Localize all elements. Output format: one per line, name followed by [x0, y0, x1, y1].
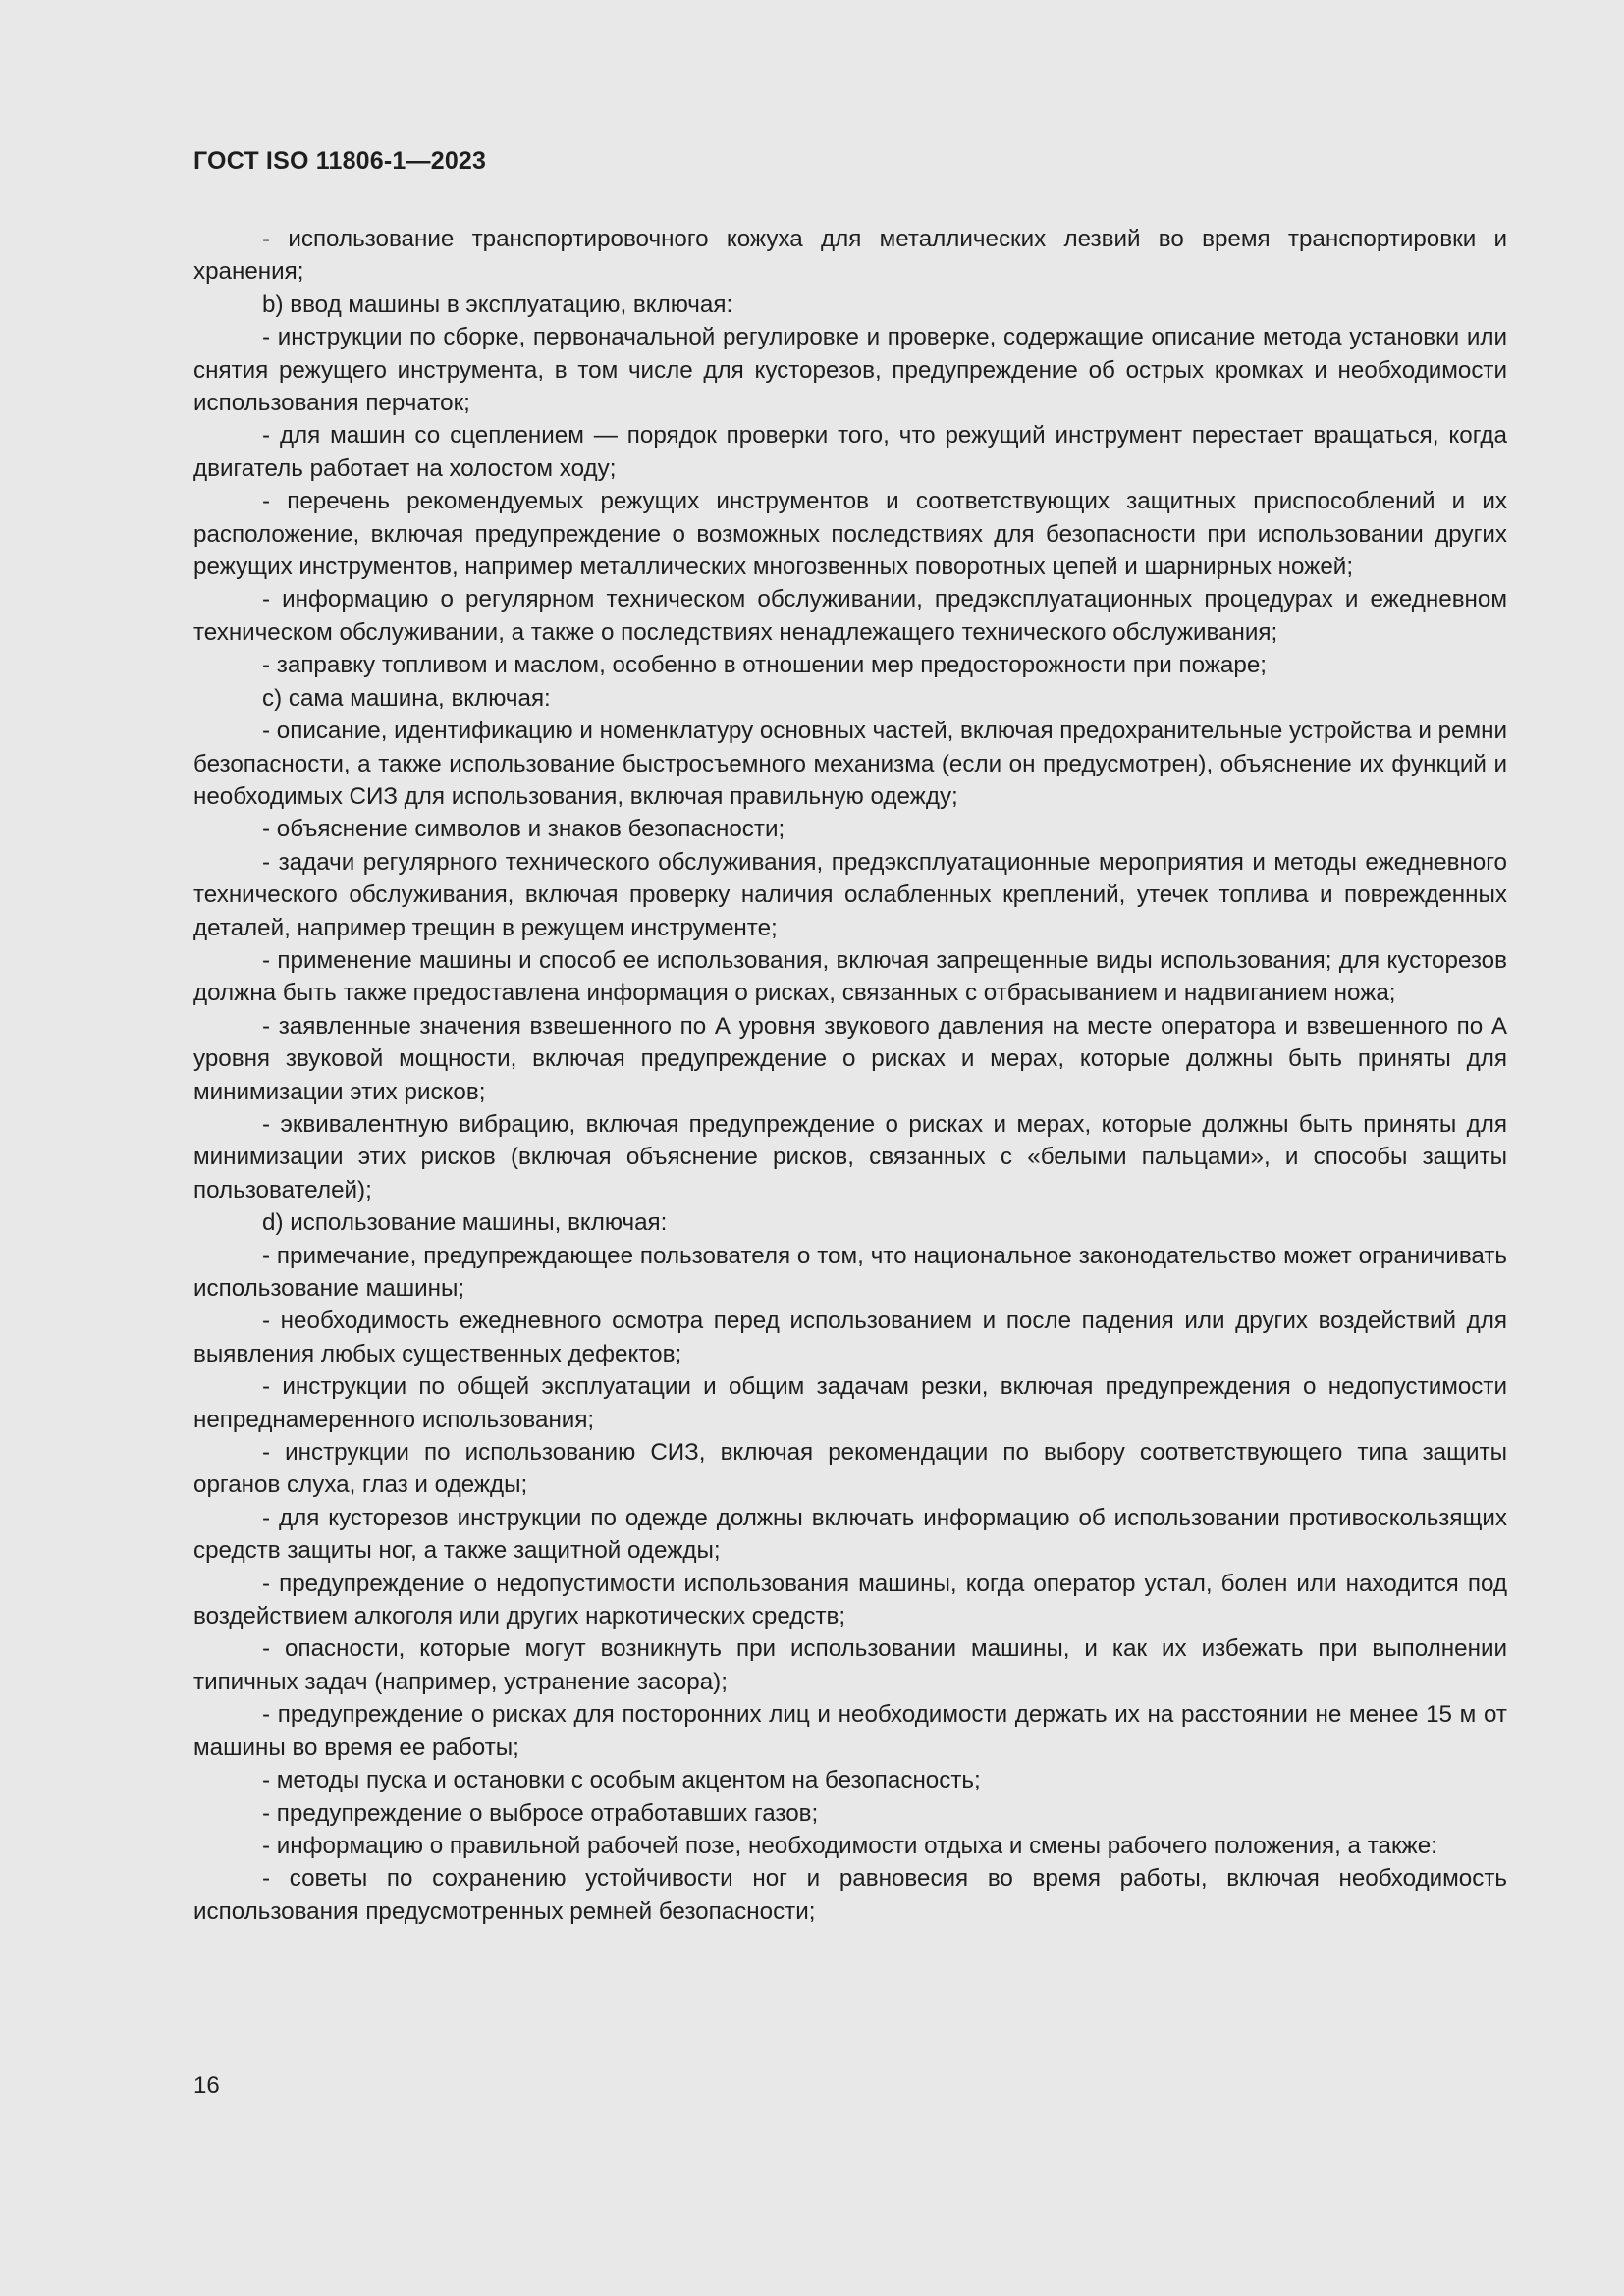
list-item: - использование транспортировочного кожуха для металлических лезвий во время транспортировки и хранения;: [193, 226, 1507, 286]
list-item: - задачи регулярного технического обслуживания, предэксплуатационные мероприятия и методы ежедневного технического обслуживания, включая проверку наличия ослабленных креплений, утечек топлива и поврежденных деталей, например трещин в режущем инструменте;: [193, 848, 1507, 941]
list-item: - опасности, которые могут возникнуть при использовании машины, и как их избежать при выполнении типичных задач (например, устранение засора);: [193, 1635, 1507, 1695]
document-header: ГОСТ ISO 11806-1—2023: [193, 147, 487, 175]
list-item: c) сама машина, включая:: [262, 684, 551, 712]
list-item: - информацию о регулярном техническом обслуживании, предэксплуатационных процедурах и ежедневном техническом обслуживании, а также о последствиях ненадлежащего технического обслуживания;: [193, 586, 1507, 646]
document-body: [193, 223, 1507, 1928]
list-item: d) использование машины, включая:: [262, 1209, 668, 1237]
list-item: - предупреждение о выбросе отработавших газов;: [262, 1799, 819, 1827]
list-item: - информацию о правильной рабочей позе, необходимости отдыха и смены рабочего положения, а также:: [262, 1832, 1437, 1859]
list-item: - инструкции по использованию СИЗ, включая рекомендации по выбору соответствующего типа защиты органов слуха, глаз и одежды;: [193, 1439, 1507, 1499]
list-item: - применение машины и способ ее использования, включая запрещенные виды использования; для кусторезов должна быть также предоставлена информация о рисках, связанных с отбрасыванием и надвиганием ножа;: [193, 946, 1507, 1007]
list-item: - инструкции по сборке, первоначальной регулировке и проверке, содержащие описание метода установки или снятия режущего инструмента, в том числе для кусторезов, предупреждение об острых кромках и необходимости использования перчаток;: [193, 324, 1507, 417]
list-item: - методы пуска и остановки с особым акцентом на безопасность;: [262, 1767, 981, 1794]
list-item: - для кусторезов инструкции по одежде должны включать информацию об использовании противоскользящих средств защиты ног, а также защитной одежды;: [193, 1504, 1507, 1565]
list-item: - предупреждение о недопустимости использования машины, когда оператор устал, болен или находится под воздействием алкоголя или других наркотических средств;: [193, 1570, 1507, 1630]
list-item: - перечень рекомендуемых режущих инструментов и соответствующих защитных приспособлений и их расположение, включая предупреждение о возможных последствиях для безопасности при использовании других режущих инструментов, например металлических многозвенных поворотных цепей и шарнирных ножей;: [193, 488, 1507, 581]
list-item: - заправку топливом и маслом, особенно в отношении мер предосторожности при пожаре;: [262, 652, 1268, 679]
list-item: b) ввод машины в эксплуатацию, включая:: [262, 291, 733, 318]
list-item: - для машин со сцеплением — порядок проверки того, что режущий инструмент перестает вращаться, когда двигатель работает на холостом ходу;: [193, 422, 1507, 482]
list-item: - необходимость ежедневного осмотра перед использованием и после падения или других воздействий для выявления любых существенных дефектов;: [193, 1308, 1507, 1367]
list-item: - эквивалентную вибрацию, включая предупреждение о рисках и мерах, которые должны быть приняты для минимизации этих рисков (включая объяснение рисков, связанных с «белыми пальцами», и способы защиты пользователей);: [193, 1110, 1507, 1203]
list-item: - предупреждение о рисках для посторонних лиц и необходимости держать их на расстоянии не менее 15 м от машины во время ее работы;: [193, 1701, 1507, 1761]
list-item: - описание, идентификацию и номенклатуру основных частей, включая предохранительные устройства и ремни безопасности, а также использование быстросъемного механизма (если он предусмотрен), объяснение их функций и необходимых СИЗ для использования, включая правильную одежду;: [193, 718, 1507, 810]
list-item: - объяснение символов и знаков безопасности;: [262, 816, 785, 843]
list-item: - примечание, предупреждающее пользователя о том, что национальное законодательство может ограничивать использование машины;: [193, 1242, 1507, 1302]
list-item: - советы по сохранению устойчивости ног и равновесия во время работы, включая необходимость использования предусмотренных ремней безопасности;: [193, 1865, 1507, 1925]
page-number: 16: [193, 2072, 220, 2099]
list-item: - инструкции по общей эксплуатации и общим задачам резки, включая предупреждения о недопустимости непреднамеренного использования;: [193, 1373, 1507, 1433]
list-item: - заявленные значения взвешенного по А уровня звукового давления на месте оператора и взвешенного по А уровня звуковой мощности, включая предупреждение о рисках и мерах, которые должны быть приняты для минимизации этих рисков;: [193, 1012, 1507, 1105]
